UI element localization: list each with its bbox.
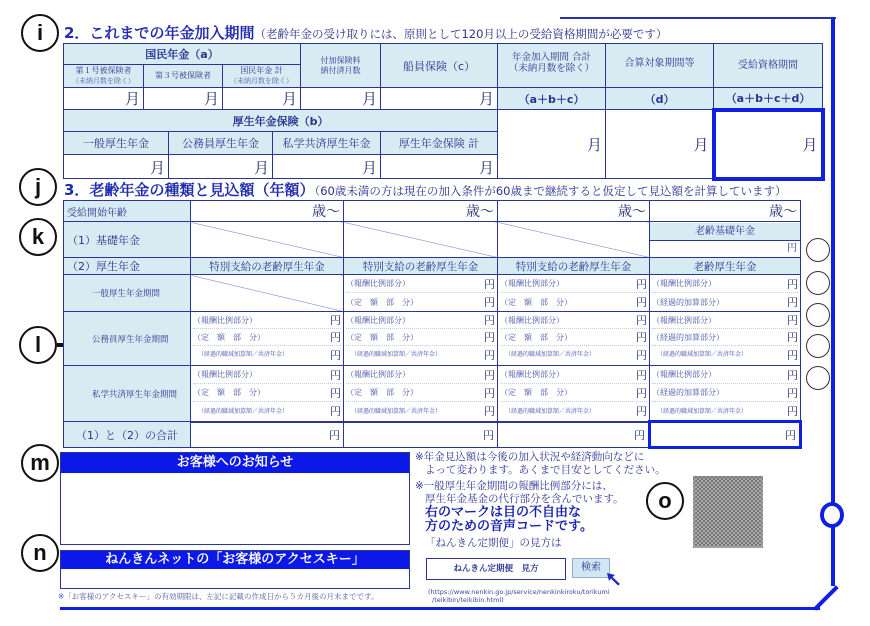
amount-line bbox=[652, 402, 798, 420]
kiso-empty-cell bbox=[191, 222, 344, 258]
amount-line bbox=[652, 275, 798, 293]
amount-line bbox=[652, 293, 798, 311]
amount-label: （経過的職域加算額／共済年金） bbox=[656, 407, 747, 415]
amount-cell bbox=[344, 275, 498, 312]
amount-line bbox=[346, 402, 495, 420]
start-age-cell: 歳～ bbox=[498, 201, 650, 222]
amount-line bbox=[500, 293, 647, 311]
fuka-header bbox=[301, 44, 381, 88]
amount-cell bbox=[191, 366, 344, 422]
amount-label: （定 額 部 分） bbox=[346, 332, 418, 342]
amount-label: （経過的職域加算額／共済年金） bbox=[350, 407, 441, 415]
amount-line bbox=[193, 384, 341, 402]
jukyu-header: 受給資格期間 bbox=[714, 44, 823, 88]
kiso-label: （1）基礎年金 bbox=[64, 222, 191, 258]
amount-label: （報酬比例部分） bbox=[346, 279, 410, 288]
amount-label: （定 額 部 分） bbox=[193, 332, 265, 342]
total-amount-cell: 円 bbox=[650, 422, 801, 448]
amount-label: （報酬比例部分） bbox=[193, 315, 257, 325]
dai1-sub: （未納月数を除く） bbox=[72, 77, 135, 85]
accesskey-box bbox=[60, 550, 410, 589]
yen-unit: 円 bbox=[636, 386, 647, 400]
kokumin-total-header bbox=[223, 65, 301, 88]
marker-j: j bbox=[19, 168, 57, 206]
amount-label: （報酬比例部分） bbox=[652, 279, 716, 288]
table-row bbox=[64, 258, 801, 275]
amount-line bbox=[193, 312, 341, 329]
amount-line bbox=[500, 402, 647, 420]
total-label: （1）と（2）の合計 bbox=[64, 422, 191, 448]
total-header bbox=[498, 44, 606, 88]
total-amount-cell: 円 bbox=[498, 422, 650, 448]
total-label: 年金加入期間 合計 bbox=[512, 52, 592, 63]
voice-code-circle bbox=[806, 303, 830, 327]
yen-unit: 円 bbox=[787, 277, 798, 291]
amount-line bbox=[652, 384, 798, 402]
ippan-header: 一般厚生年金 bbox=[64, 132, 169, 155]
group-label: 私学共済厚生年金期間 bbox=[64, 366, 191, 422]
kosei-column-header: 特別支給の老齢厚生年金 bbox=[344, 258, 498, 275]
marker-l: l bbox=[19, 326, 57, 364]
jukyu-formula: （a＋b＋c＋d） bbox=[714, 88, 823, 110]
start-age-cell: 歳～ bbox=[650, 201, 801, 222]
komuin-header: 公務員厚生年金 bbox=[169, 132, 273, 155]
total-sub: （未納月数を除く） bbox=[508, 63, 595, 74]
yen-unit: 円 bbox=[787, 314, 798, 327]
total-amount-cell: 円 bbox=[344, 422, 498, 448]
amount-label: （定 額 部 分） bbox=[193, 388, 265, 397]
voice-code-circle bbox=[806, 334, 830, 358]
yen-unit: 円 bbox=[636, 405, 647, 418]
cursor-arrow-icon bbox=[606, 572, 622, 586]
senin-months: 月 bbox=[381, 88, 498, 110]
amount-line bbox=[500, 329, 647, 346]
amount-cell bbox=[650, 312, 801, 366]
yen-unit: 円 bbox=[787, 348, 798, 362]
amount-label: （報酬比例部分） bbox=[500, 279, 564, 288]
voice-code-text-1: 右のマークは目の不自由な bbox=[425, 505, 582, 520]
jukyu-months: 月 bbox=[714, 110, 823, 179]
amount-line bbox=[500, 366, 647, 384]
amount-label: （定 額 部 分） bbox=[346, 297, 418, 307]
fuka-label-2: 納付済月数 bbox=[320, 65, 361, 75]
amount-label: （報酬比例部分） bbox=[193, 370, 257, 379]
pension-estimate-table bbox=[63, 200, 802, 449]
kosei-column-header: 老齢厚生年金 bbox=[650, 258, 801, 275]
amount-line bbox=[193, 402, 341, 420]
total-amount-cell: 円 bbox=[191, 422, 344, 448]
yen-unit: 円 bbox=[484, 368, 495, 382]
amount-label: （経過的職域加算額／共済年金） bbox=[504, 407, 595, 415]
yen-unit: 円 bbox=[636, 348, 647, 362]
senin-header: 船員保険（c） bbox=[381, 44, 498, 88]
section2-heading: 2．これまでの年金加入期間 bbox=[64, 24, 255, 42]
amount-label: （定 額 部 分） bbox=[500, 388, 572, 397]
yen-unit: 円 bbox=[787, 368, 798, 382]
url-line-2: /teikibin/teikibin.html) bbox=[432, 596, 504, 604]
amount-line bbox=[500, 384, 647, 402]
amount-label: （経過的加算部分） bbox=[652, 332, 724, 342]
amount-line bbox=[346, 293, 495, 311]
amount-line bbox=[346, 312, 495, 329]
amount-label: （経過的加算部分） bbox=[652, 297, 724, 307]
enrollment-period-table bbox=[63, 43, 825, 181]
dai1-header bbox=[64, 65, 144, 88]
amount-line bbox=[500, 346, 647, 363]
yen-unit: 円 bbox=[636, 368, 647, 382]
amount-line bbox=[652, 312, 798, 329]
table-row bbox=[64, 312, 801, 366]
amount-line bbox=[346, 384, 495, 402]
amount-cell bbox=[498, 366, 650, 422]
amount-label: （報酬比例部分） bbox=[346, 370, 410, 379]
voice-code-circle bbox=[806, 271, 830, 295]
yen-unit: 円 bbox=[484, 386, 495, 400]
kosei-column-header: 特別支給の老齢厚生年金 bbox=[191, 258, 344, 275]
amount-label: （報酬比例部分） bbox=[652, 315, 716, 325]
amount-line bbox=[652, 329, 798, 346]
search-button[interactable]: 検索 bbox=[572, 558, 610, 578]
marker-m: m bbox=[21, 444, 59, 482]
notes bbox=[415, 451, 666, 550]
amount-label: （定 額 部 分） bbox=[500, 332, 572, 342]
yen-unit: 円 bbox=[636, 331, 647, 344]
gassan-months: 月 bbox=[606, 110, 714, 179]
ippan-months: 月 bbox=[64, 155, 169, 179]
kosei-total-months: 月 bbox=[381, 155, 498, 179]
kiso-empty-cell bbox=[344, 222, 498, 258]
note-2a: ※一般厚生年金期間の報酬比例部分には、 bbox=[415, 480, 613, 492]
kokumin-total-label: 国民年金 計 bbox=[240, 66, 283, 75]
gassan-formula: （d） bbox=[606, 88, 714, 110]
voice-code-image bbox=[693, 476, 763, 548]
amount-line bbox=[346, 329, 495, 346]
dai3-header: 第３号被保険者 bbox=[144, 65, 223, 88]
form-border-bottom bbox=[60, 607, 820, 610]
amount-cell bbox=[498, 312, 650, 366]
dai1-months: 月 bbox=[64, 88, 144, 110]
amount-label: （経過的職域加算額／共済年金） bbox=[197, 351, 288, 358]
yen-unit: 円 bbox=[330, 386, 341, 400]
kiso-empty-cell bbox=[498, 222, 650, 258]
amount-label: （報酬比例部分） bbox=[500, 370, 564, 379]
marker-k: k bbox=[19, 218, 57, 256]
table-row bbox=[64, 275, 801, 312]
yen-unit: 円 bbox=[787, 405, 798, 418]
amount-line bbox=[346, 275, 495, 293]
howto-label: 「ねんきん定期便」の見方は bbox=[425, 537, 562, 549]
kokumin-total-sub: （未納月数を除く） bbox=[230, 77, 294, 85]
note-2b: 厚生年金基金の代行部分を含んでいます。 bbox=[425, 493, 624, 505]
amount-line bbox=[193, 366, 341, 384]
url-line-1: (https://www.nenkin.go.jp/service/nenkinkiroku/torikumi bbox=[428, 588, 610, 596]
yen-unit: 円 bbox=[484, 296, 495, 309]
form-border-right-lower bbox=[831, 524, 835, 586]
section2-title bbox=[64, 24, 667, 43]
section3-note: （60歳未満の方は現在の加入条件が60歳まで継続すると仮定して見込額を計算しています） bbox=[314, 184, 787, 198]
yen-unit: 円 bbox=[484, 314, 495, 327]
section3-heading: 3．老齢年金の種類と見込額（年額） bbox=[64, 181, 315, 199]
note-1a: ※年金見込額は今後の加入状況や経済動向などに bbox=[415, 451, 645, 463]
gassan-header: 合算対象期間等 bbox=[606, 44, 714, 88]
table-row bbox=[64, 422, 801, 448]
amount-label: （報酬比例部分） bbox=[500, 315, 564, 325]
amount-cell bbox=[344, 312, 498, 366]
voice-code-circle bbox=[806, 238, 830, 262]
voice-code-text-2: 方のための音声コードです。 bbox=[425, 519, 593, 534]
amount-label: （定 額 部 分） bbox=[346, 388, 418, 397]
shigaku-months: 月 bbox=[273, 155, 381, 179]
dai3-months: 月 bbox=[144, 88, 223, 110]
yen-unit: 円 bbox=[636, 314, 647, 327]
amount-line bbox=[500, 275, 647, 293]
yen-unit: 円 bbox=[787, 386, 798, 400]
amount-cell bbox=[650, 366, 801, 422]
search-input[interactable]: ねんきん定期便 見方 bbox=[426, 558, 566, 580]
amount-label: （経過的職域加算額／共済年金） bbox=[197, 407, 288, 415]
dai1-label: 第１号被保険者 bbox=[75, 66, 132, 75]
note-1b: よって変わります。あくまで目安としてください。 bbox=[425, 464, 666, 476]
amount-label: （経過的加算部分） bbox=[652, 388, 724, 397]
amount-line bbox=[346, 346, 495, 363]
marker-i: i bbox=[21, 14, 59, 52]
yen-unit: 円 bbox=[484, 405, 495, 418]
marker-o: o bbox=[646, 482, 684, 520]
amount-cell bbox=[650, 275, 801, 312]
yen-unit: 円 bbox=[484, 331, 495, 344]
yen-unit: 円 bbox=[330, 348, 341, 362]
yen-unit: 円 bbox=[330, 331, 341, 344]
section2-note: （老齢年金の受け取りには、原則として120月以上の受給資格期間が必要です） bbox=[254, 27, 668, 41]
url-text bbox=[428, 588, 610, 604]
voice-code-circle bbox=[806, 366, 830, 390]
yen-unit: 円 bbox=[787, 331, 798, 344]
form-border-top bbox=[560, 17, 836, 19]
amount-line bbox=[346, 366, 495, 384]
amount-label: （定 額 部 分） bbox=[500, 297, 572, 307]
kiso-cell bbox=[650, 222, 801, 258]
total-months: 月 bbox=[498, 110, 606, 179]
amount-cell bbox=[498, 275, 650, 312]
amount-label: （報酬比例部分） bbox=[346, 315, 410, 325]
yen-unit: 円 bbox=[484, 277, 495, 291]
kiso-yen: 円 bbox=[787, 242, 797, 254]
yen-unit: 円 bbox=[330, 314, 341, 327]
shigaku-header: 私学共済厚生年金 bbox=[273, 132, 381, 155]
amount-label: （経過的職域加算額／共済年金） bbox=[656, 351, 747, 358]
amount-cell bbox=[344, 366, 498, 422]
yen-unit: 円 bbox=[330, 368, 341, 382]
fuka-label: 付加保険料 bbox=[320, 55, 361, 65]
marker-n: n bbox=[21, 534, 59, 572]
amount-label: （経過的職域加算額／共済年金） bbox=[504, 351, 595, 358]
fuka-months: 月 bbox=[301, 88, 381, 110]
section3-title bbox=[64, 181, 786, 200]
empty-cell bbox=[191, 275, 344, 312]
notice-title: お客様へのお知らせ bbox=[61, 453, 409, 473]
amount-line bbox=[193, 346, 341, 363]
amount-label: （報酬比例部分） bbox=[652, 370, 716, 379]
amount-line bbox=[652, 346, 798, 363]
kosei-column-header: 特別支給の老齢厚生年金 bbox=[498, 258, 650, 275]
yen-unit: 円 bbox=[484, 348, 495, 362]
yen-unit: 円 bbox=[636, 277, 647, 291]
table-row bbox=[64, 222, 801, 258]
amount-line bbox=[652, 366, 798, 384]
kosei-label: （2）厚生年金 bbox=[64, 258, 191, 275]
amount-line bbox=[500, 312, 647, 329]
kosei-total-header: 厚生年金保険 計 bbox=[381, 132, 498, 155]
start-age-cell: 歳～ bbox=[344, 201, 498, 222]
yen-unit: 円 bbox=[787, 296, 798, 309]
kiso-header: 老齢基礎年金 bbox=[650, 223, 800, 241]
start-age-cell: 歳～ bbox=[191, 201, 344, 222]
kokumin-total-months: 月 bbox=[223, 88, 301, 110]
amount-line bbox=[193, 329, 341, 346]
form-border-right bbox=[831, 17, 835, 507]
group-label: 一般厚生年金期間 bbox=[64, 275, 191, 312]
accesskey-footnote: ※「お客様のアクセスキー」の有効期限は、左記に記載の作成日から５カ月後の月末までです。 bbox=[58, 592, 379, 601]
notice-box bbox=[60, 452, 410, 545]
amount-label: （経過的職域加算額／共済年金） bbox=[350, 351, 441, 358]
kosei-header: 厚生年金保険（b） bbox=[64, 110, 498, 132]
amount-cell bbox=[191, 312, 344, 366]
table-row bbox=[64, 201, 801, 222]
accesskey-title: ねんきんネットの「お客様のアクセスキー」 bbox=[61, 551, 409, 569]
table-row bbox=[64, 366, 801, 422]
group-label: 公務員厚生年金期間 bbox=[64, 312, 191, 366]
komuin-months: 月 bbox=[169, 155, 273, 179]
start-age-label: 受給開始年齢 bbox=[64, 201, 191, 222]
yen-unit: 円 bbox=[330, 405, 341, 418]
total-formula: （a＋b＋c） bbox=[498, 88, 606, 110]
kokumin-header: 国民年金（a） bbox=[64, 44, 301, 65]
yen-unit: 円 bbox=[636, 296, 647, 309]
